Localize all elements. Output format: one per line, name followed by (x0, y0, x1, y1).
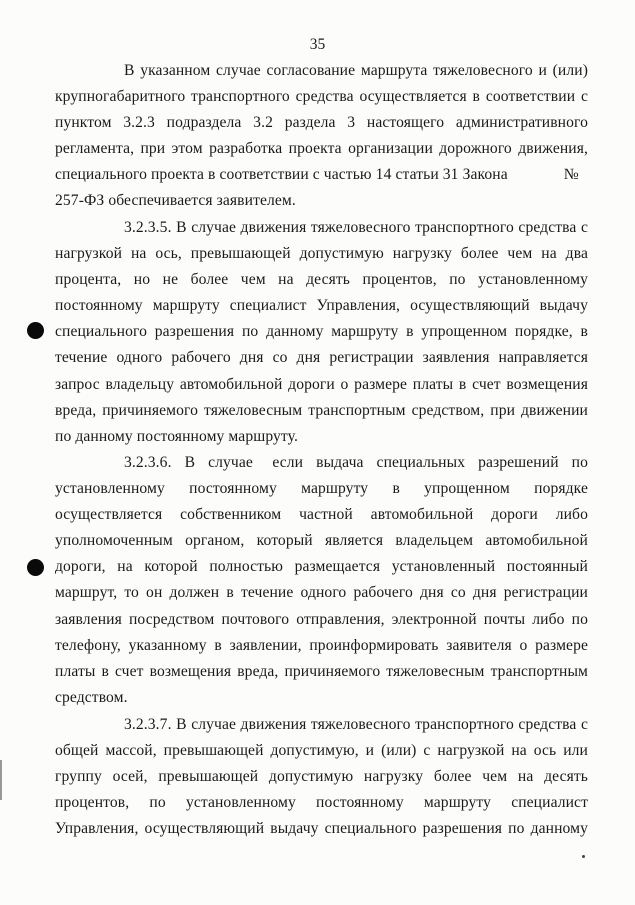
text-line: средством. (55, 688, 128, 706)
text-line: платы в счет возмещения вреда, причиняемого тяжеловесным транспортным (55, 662, 588, 680)
text-line: 257-ФЗ обеспечивается заявителем. (55, 192, 296, 210)
paragraph-p2 (55, 215, 588, 450)
text-line: В указанном случае согласование маршрута тяжеловесного и (или) (124, 62, 588, 79)
text-line: установленному постоянному маршруту в упрощенном порядке (55, 480, 588, 498)
text-line: течение одного рабочего дня со дня регистрации заявления направляется (55, 349, 588, 367)
text-line: крупногабаритного транспортного средства осуществляется в соответствии с (55, 88, 588, 106)
text-line: постоянному маршруту специалист Управления, осуществляющий выдачу (55, 297, 588, 315)
text-line: пунктом 3.2.3 подраздела 3.2 раздела 3 настоящего административного (55, 114, 588, 132)
text-line: группу осей, превышающей допустимую нагрузку более чем на десять (55, 768, 588, 786)
text-line: заявления посредством почтового отправления, электронной почты либо по (55, 610, 588, 628)
text-line: процентов, по установленному постоянному маршруту специалист (55, 794, 588, 812)
text-line: по данному постоянному маршруту. (55, 427, 298, 445)
punch-hole-bottom (27, 559, 44, 576)
text-line: 3.2.3.7. В случае движения тяжеловесного транспортного средства с (124, 716, 588, 733)
text-line: осуществляется собственником частной автомобильной дороги либо (55, 506, 588, 524)
text-line: вреда, причиняемого тяжеловесным транспортным средством, при движении (55, 401, 588, 419)
text-line: запрос владельцу автомобильной дороги о размере платы в счет возмещения (55, 375, 588, 393)
scan-edge-mark (0, 760, 2, 800)
page-number: 35 (309, 36, 326, 53)
paragraph-p4 (55, 712, 588, 842)
text-line: Управления, осуществляющий выдачу специального разрешения по данному (55, 820, 588, 838)
punch-hole-top (27, 322, 44, 339)
paragraph-p1 (55, 58, 588, 215)
text-line: маршрут, то он должен в течение одного рабочего дня со дня регистрации (55, 584, 588, 602)
text-line: нагрузкой на ось, превышающей допустимую нагрузку более чем на два (55, 245, 588, 263)
text-line: дороги, на которой полностью размещается установленный постоянный (55, 558, 588, 576)
text-line: общей массой, превышающей допустимую, и (или) с нагрузкой на ось или (55, 742, 588, 760)
text-line: процента, но не более чем на десять процентов, по установленному (55, 271, 588, 289)
text-line: 3.2.3.6. В случае если выдача специальных разрешений по (124, 454, 588, 471)
scan-speck (582, 855, 585, 858)
text-line: специального разрешения по данному маршруту в упрощенном порядке, в (55, 323, 588, 341)
paragraph-p3 (55, 450, 588, 711)
text-line: телефону, указанному в заявлении, проинформировать заявителя о размере (55, 636, 588, 654)
text-line: уполномоченным органом, который является владельцем автомобильной (55, 532, 588, 550)
text-line: специального проекта в соответствии с частью 14 статьи 31 Закона № (55, 166, 579, 184)
text-line: регламента, при этом разработка проекта организации дорожного движения, (55, 140, 588, 158)
text-line: 3.2.3.5. В случае движения тяжеловесного транспортного средства с (124, 219, 588, 236)
